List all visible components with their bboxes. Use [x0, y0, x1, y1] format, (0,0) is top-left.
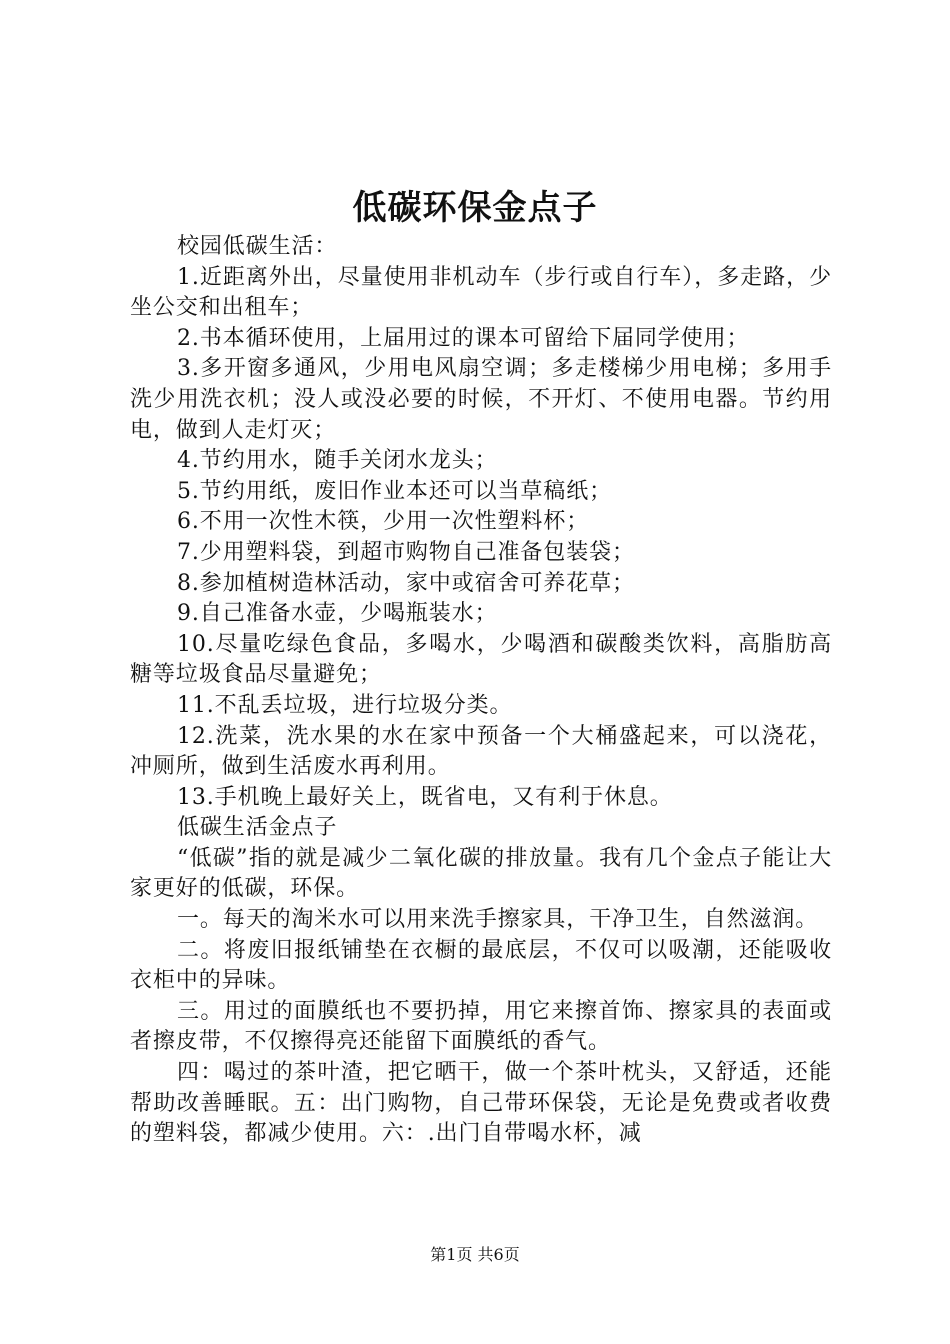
paragraph-item-2: 2.书本循环使用，上届用过的课本可留给下届同学使用； [177, 325, 750, 351]
paragraph-item-7: 7.少用塑料袋，到超市购物自己准备包装袋； [177, 539, 635, 565]
paragraph-item-5: 5.节约用纸，废旧作业本还可以当草稿纸； [177, 478, 612, 504]
paragraph-item-3: 3.多开窗多通风，少用电风扇空调；多走楼梯少用电梯；多用手洗少用洗衣机；没人或没必要的时候，不开灯、不使用电器。节约用电，做到人走灯灭； [130, 356, 832, 443]
paragraph-item-10: 10.尽量吃绿色食品，多喝水，少喝酒和碳酸类饮料，高脂肪高糖等垃圾食品尽量避免； [130, 631, 832, 688]
paragraph-item-1: 1.近距离外出，尽量使用非机动车（步行或自行车），多走路，少坐公交和出租车； [130, 264, 832, 321]
paragraph-intro: “低碳”指的就是减少二氧化碳的排放量。我有几个金点子能让大家更好的低碳，环保。 [130, 845, 832, 902]
paragraph-tip-2: 二。将废旧报纸铺垫在衣橱的最底层，不仅可以吸潮，还能吸收衣柜中的异味。 [130, 937, 832, 994]
paragraph-section-heading: 低碳生活金点子 [177, 815, 338, 841]
document-body [130, 232, 832, 1150]
document-title: 低碳环保金点子 [352, 188, 598, 228]
paragraph-item-11: 11.不乱丢垃圾，进行垃圾分类。 [177, 692, 513, 718]
paragraph-tip-4-6: 四：喝过的茶叶渣，把它晒干，做一个茶叶枕头，又舒适，还能帮助改善睡眠。五：出门购物，自己带环保袋，无论是免费或者收费的塑料袋，都减少使用。六：.出门自带喝水杯，减 [130, 1060, 832, 1147]
paragraph-item-9: 9.自己准备水壶，少喝瓶装水； [177, 601, 498, 627]
paragraph-campus-heading: 校园低碳生活： [177, 234, 338, 259]
paragraph-item-12: 12.洗菜，洗水果的水在家中预备一个大桶盛起来，可以浇花，冲厕所，做到生活废水再利用。 [130, 723, 832, 780]
page-number-footer: 第1页 共6页 [430, 1245, 520, 1264]
paragraph-item-13: 13.手机晚上最好关上，既省电，又有利于休息。 [177, 784, 673, 810]
paragraph-item-6: 6.不用一次性木筷，少用一次性塑料杯； [177, 509, 590, 535]
paragraph-item-4: 4.节约用水，随手关闭水龙头； [177, 448, 498, 474]
paragraph-tip-1: 一。每天的淘米水可以用来洗手擦家具，干净卫生，自然滋润。 [177, 907, 819, 933]
paragraph-item-8: 8.参加植树造林活动，家中或宿舍可养花草； [177, 570, 635, 596]
paragraph-tip-3: 三。用过的面膜纸也不要扔掉，用它来擦首饰、擦家具的表面或者擦皮带，不仅擦得亮还能留下面膜纸的香气。 [130, 998, 832, 1055]
